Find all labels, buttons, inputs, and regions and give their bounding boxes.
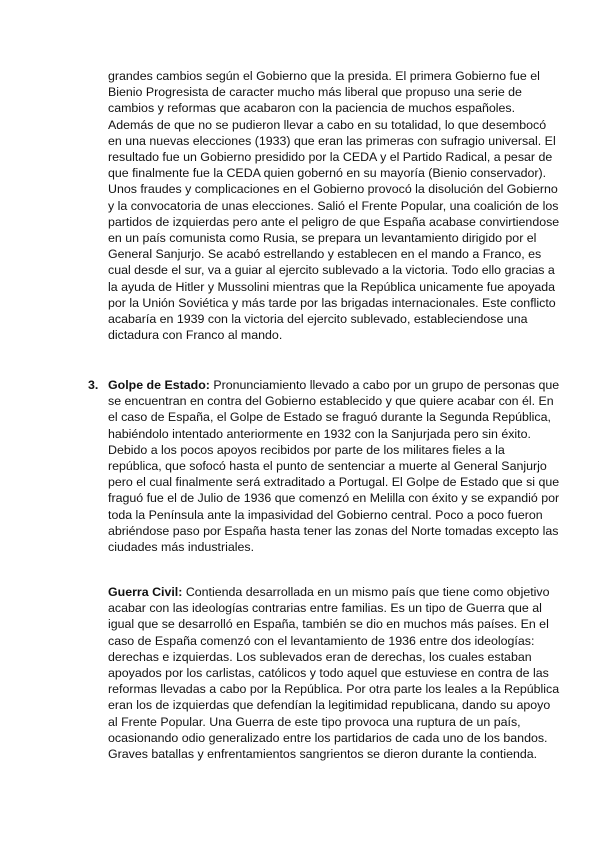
- definition-golpe-de-estado: Pronunciamiento llevado a cabo por un grupo de personas que se encuentran en contra del Gobierno establecido y que quiere acabar con él. En el caso de España, el Golpe de Estado se fraguó durante la Segunda República, habiéndolo intentado anteriormente en 1932 con la Sanjurjada pero sin éxito. Debido a los pocos apoyos recibidos por parte de los militares fieles a la república, que sofocó hasta el punto de sentenciar a muerte al General Sanjurjo pero el cual finalmente será extraditado a Portugal. El Golpe de Estado que si que fraguó fue el de Julio de 1936 que comenzó en Melilla con éxito y se expandió por toda la Península ante la impasividad del Gobierno central. Poco a poco fueron abriéndose paso por España hasta tener las zonas del Norte tomadas excepto las ciudades más industriales.: [108, 378, 560, 555]
- list-item-body: [108, 377, 560, 555]
- list-number: 3.: [88, 378, 99, 392]
- definition-guerra-civil: Contienda desarrollada en un mismo país que tiene como objetivo acabar con las ideologías contrarias entre familias. Es un tipo de Guerra que al igual que se desarrolló en España, también se dio en muchos más países. En el caso de España comenzó con el levantamiento de 1936 entre dos ideologías: derechas e izquierdas. Los sublevados eran de derechas, los cuales estaban apoyados por los carlistas, católicos y todo aquel que estuviese en contra de las reformas llevadas a cabo por la República. Por otra parte los leales a la República eran los de izquierdas que defendían la legitimidad republicana, dando su apoyo al Frente Popular. Una Guerra de este tipo provoca una ruptura de un país, ocasionando odio generalizado entre los partidarios de cada uno de los bandos. Graves batallas y enfrentamientos sangrientos se dieron durante la contienda.: [108, 585, 560, 762]
- term-golpe-de-estado: Golpe de Estado:: [108, 378, 214, 392]
- paragraph-continuation: grandes cambios según el Gobierno que la presida. El primera Gobierno fue el Bienio Progresista de caracter mucho más liberal que propuso una serie de cambios y reformas que acabaron con la paciencia de muchos españoles. Además de que no se pudieron llevar a cabo en su totalidad, lo que desembocó en una nuevas elecciones (1933) que eran las primeras con sufragio universal. El resultado fue un Gobierno presidido por la CEDA y el Partido Radical, a pesar de que finalmente fue la CEDA quien gobernó en su mayoría (Bienio conservador). Unos fraudes y complicaciones en el Gobierno provocó la disolución del Gobierno y la convocatoria de unas elecciones. Salió el Frente Popular, una coalición de los partidos de izquierdas pero ante el peligro de que España acabase convirtiendose en un país comunista como Rusia, se prepara un levantamiento dirigido por el General Sanjurjo. Se acabó estrellando y establecen en el mando a Franco, es cual desde el sur, va a guiar al ejercito sublevado a la victoria. Todo ello gracias a la ayuda de Hitler y Mussolini mientras que la República unicamente fue apoyada por la Unión Soviética y más tarde por las brigadas internacionales. Este conflicto acabaría en 1939 con la victoria del ejercito sublevado, estableciendose una dictadura con Franco al mando.: [108, 69, 560, 343]
- paragraph-guerra-civil: [108, 584, 560, 762]
- term-guerra-civil: Guerra Civil:: [108, 585, 186, 599]
